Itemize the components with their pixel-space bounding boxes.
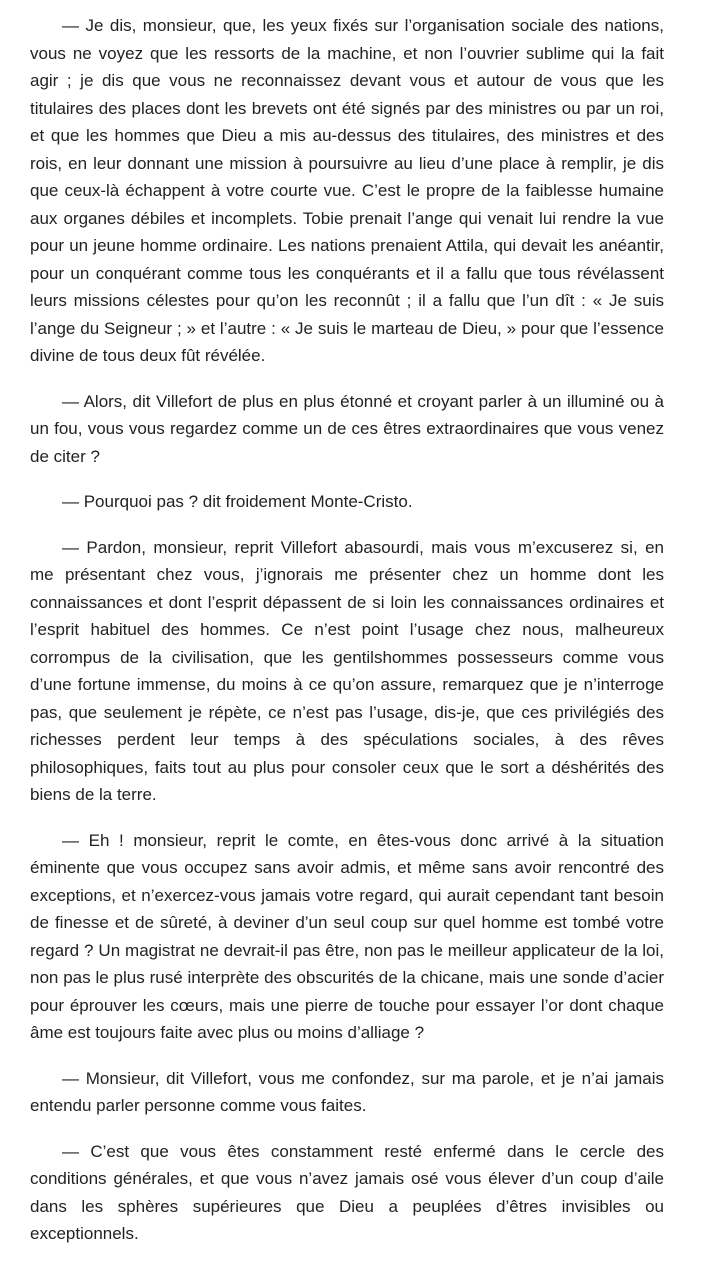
paragraph-7: — C’est que vous êtes constamment resté enfermé dans le cercle des conditions générales, et que vous n’avez jamais osé vous élever d’un coup d’aile dans les sphères supérieures que Dieu a peuplées d’êtres invisibles ou exceptionnels. (30, 1141, 664, 1243)
paragraph-2: — Alors, dit Villefort de plus en plus étonné et croyant parler à un illuminé ou à un fou, vous vous regardez comme un de ces êtres extraordinaires que vous venez de citer ? (30, 391, 664, 466)
paragraph-4: — Pardon, monsieur, reprit Villefort abasourdi, mais vous m’excuserez si, en me présentant chez vous, j’ignorais me présenter chez un homme dont les connaissances et dont l’esprit dépassent de si loin les connaissances ordinaires et l’esprit habituel des hommes. Ce n’est point l’usage chez nous, malheureux corrompus de la civilisation, que les gentilshommes possesseurs comme vous d’une fortune immense, du moins à ce qu’on assure, remarquez que je n’interroge pas, que seulement je répète, ce n’est pas l’usage, dis-je, que ces privilégiés des richesses perdent leur temps à des spéculations sociales, à des rêves philosophiques, faits tout au plus pour consoler ceux que le sort a déshérités des biens de la terre. (30, 537, 664, 804)
paragraph-6: — Monsieur, dit Villefort, vous me confondez, sur ma parole, et je n’ai jamais entendu parler personne comme vous faites. (30, 1068, 664, 1115)
paragraph-5: — Eh ! monsieur, reprit le comte, en êtes-vous donc arrivé à la situation éminente que vous occupez sans avoir admis, et même sans avoir rencontré des exceptions, et n’exercez-vous jamais votre regard, qui aurait cependant tant besoin de finesse et de sûreté, à deviner d’un seul coup sur quel homme est tombé votre regard ? Un magistrat ne devrait-il pas être, non pas le meilleur applicateur de la loi, non pas le plus rusé interprète des obscurités de la chicane, mais une sonde d’acier pour éprouver les cœurs, mais une pierre de touche pour essayer l’or dont chaque âme est toujours faite avec plus ou moins d’alliage ? (30, 830, 664, 1042)
paragraph-1: — Je dis, monsieur, que, les yeux fixés sur l’organisation sociale des nations, vous ne voyez que les ressorts de la machine, et non l’ouvrier sublime qui la fait agir ; je dis que vous ne reconnaissez devant vous et autour de vous que les titulaires des places dont les brevets ont été signés par des ministres ou par un roi, et que les hommes que Dieu a mis au-dessus des titulaires, des ministres et des rois, en leur donnant une mission à poursuivre au lieu d’une place à remplir, je dis que ceux-là échappent à votre courte vue. C’est le propre de la faiblesse humaine aux organes débiles et incomplets. Tobie prenait l’ange qui venait lui rendre la vue pour un jeune homme ordinaire. Les nations prenaient Attila, qui devait les anéantir, pour un conquérant comme tous les conquérants et il a fallu que tous révélassent leurs missions célestes pour qu’on les reconnût ; il a fallu que l’un dît : « Je suis l’ange du Seigneur ; » et l’autre : « Je suis le marteau de Dieu, » pour que l’essence divine de tous deux fût révélée. (30, 16, 664, 365)
paragraph-3: — Pourquoi pas ? dit froidement Monte-Cristo. (62, 492, 413, 511)
